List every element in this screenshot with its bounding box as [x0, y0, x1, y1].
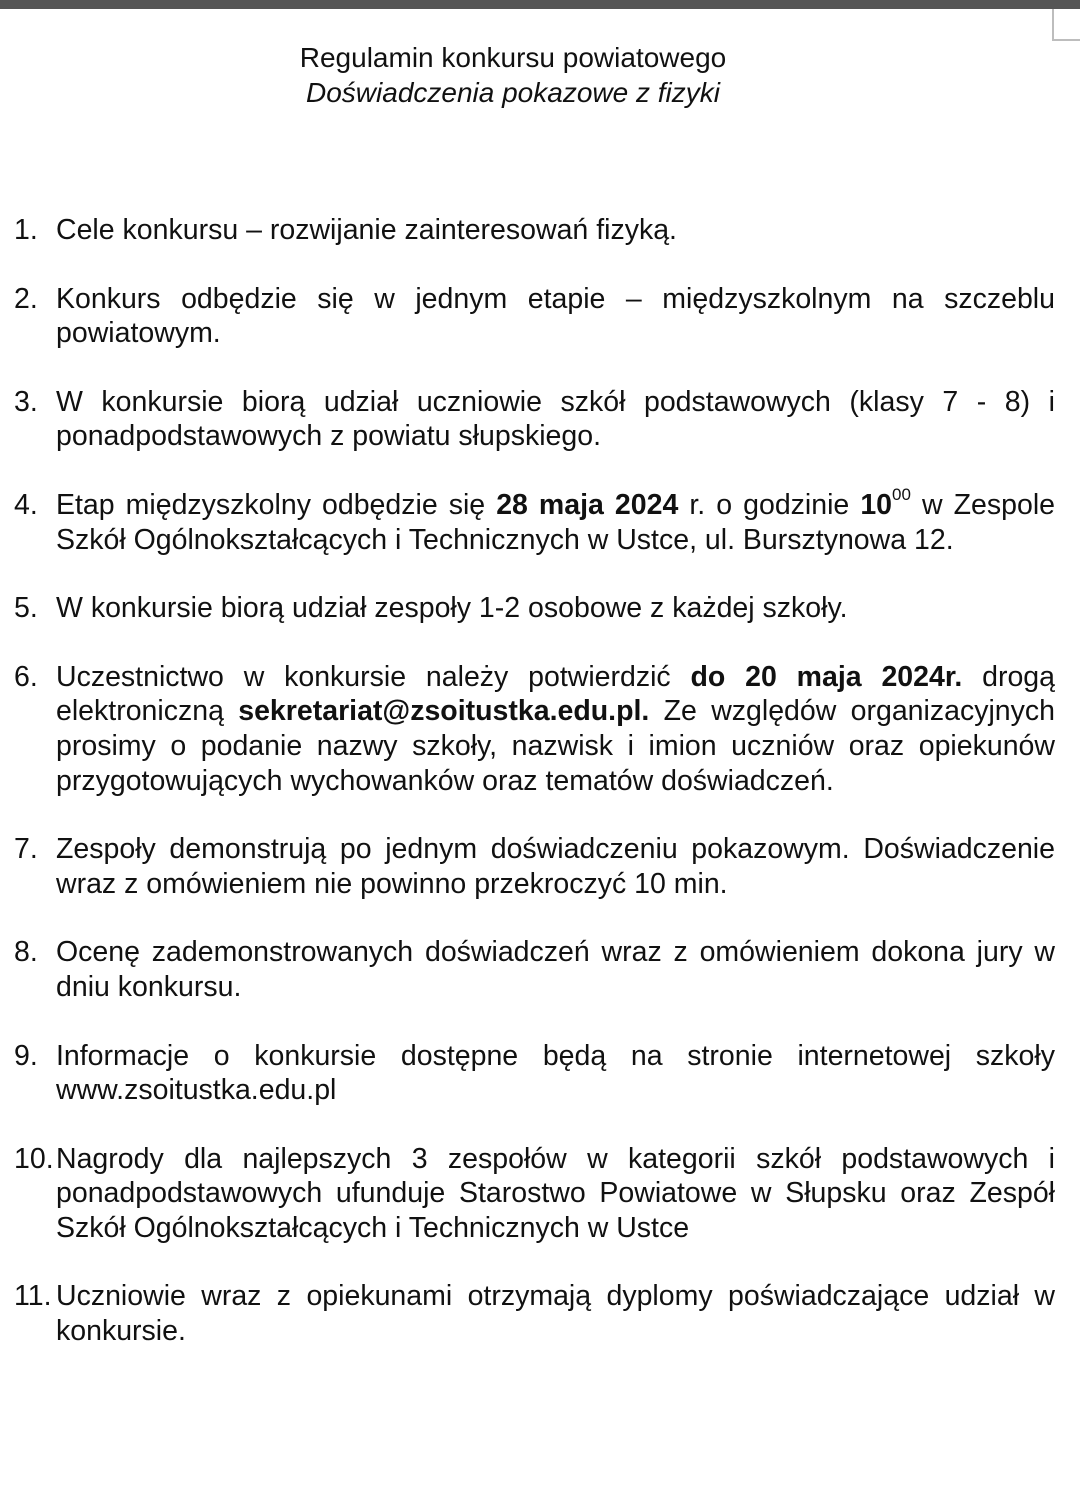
document-header	[0, 40, 1026, 110]
list-item-text: W konkursie biorą udział uczniowie szkół podstawowych (klasy 7 - 8) i ponadpodstawowych z powiatu słupskiego.	[56, 385, 1055, 453]
list-item	[14, 660, 1055, 798]
list-item	[14, 832, 1055, 901]
list-item	[14, 1142, 1055, 1246]
list-item	[14, 484, 1055, 557]
list-item	[14, 591, 1055, 626]
window-top-bar	[0, 0, 1080, 9]
event-minutes: 00	[892, 484, 911, 504]
list-item	[14, 1039, 1055, 1108]
list-item	[14, 1279, 1055, 1348]
list-item-text-mid: drogą elektroniczną	[56, 660, 1056, 728]
list-item-number: 6.	[14, 660, 38, 693]
document-subtitle: Doświadczenia pokazowe z fizyki	[306, 77, 720, 108]
list-item-text-post: Ze względów organizacyjnych prosimy o podanie nazwy szkoły, nazwisk i imion uczniów oraz opiekunów przygotowujących wychowanków oraz tematów doświadczeń.	[56, 695, 1055, 797]
list-item-number: 1.	[14, 214, 38, 246]
list-item	[14, 935, 1055, 1004]
list-item-number: 9.	[14, 1039, 38, 1072]
list-item-text: Informacje o konkursie dostępne będą na stronie internetowej szkoły www.zsoitustka.edu.pl	[56, 1039, 1055, 1107]
list-item-number: 7.	[14, 833, 38, 866]
list-item-number: 10.	[14, 1142, 54, 1175]
list-item-number: 11.	[14, 1280, 52, 1313]
contact-email: sekretariat@zsoitustka.edu.pl.	[238, 695, 650, 728]
list-item-text-pre: Etap międzyszkolny odbędzie się	[56, 488, 497, 521]
list-item-text: Ocenę zademonstrowanych doświadczeń wraz z omówieniem dokona jury w dniu konkursu.	[56, 936, 1055, 1003]
list-item-number: 4.	[14, 488, 38, 521]
list-item-number: 5.	[14, 592, 38, 625]
registration-deadline: do 20 maja 2024r.	[690, 660, 963, 693]
list-item	[14, 282, 1055, 351]
list-item	[14, 213, 1055, 248]
list-item-text: Konkurs odbędzie się w jednym etapie – międzyszkolnym na szczeblu powiatowym.	[56, 282, 1055, 350]
list-item-text: Cele konkursu – rozwijanie zainteresowań fizyką.	[56, 214, 677, 246]
list-item-text: W konkursie biorą udział zespoły 1-2 osobowe z każdej szkoły.	[56, 592, 848, 625]
list-item-text-post: w Zespole Szkół Ogólnokształcących i Technicznych w Ustce, ul. Bursztynowa 12.	[56, 488, 1055, 556]
list-item-text: Zespoły demonstrują po jednym doświadczeniu pokazowym. Doświadczenie wraz z omówieniem nie powinno przekroczyć 10 min.	[56, 833, 1055, 900]
event-date: 28 maja 2024	[496, 488, 679, 521]
document-title: Regulamin konkursu powiatowego	[299, 42, 727, 73]
list-item-text-pre: Uczestnictwo w konkursie należy potwierdzić	[56, 660, 691, 693]
event-hour: 10	[860, 488, 893, 521]
rules-list	[14, 213, 1055, 1349]
page-corner-fold	[1052, 9, 1080, 41]
list-item-text: Nagrody dla najlepszych 3 zespołów w kategorii szkół podstawowych i ponadpodstawowych ufunduje Starostwo Powiatowe w Słupsku oraz Zespół Szkół Ogólnokształcących i Technicznych w Ustce	[56, 1142, 1055, 1244]
list-item-text-mid: r. o godzinie	[678, 488, 861, 521]
list-item-number: 3.	[14, 385, 38, 418]
list-item-text: Uczniowie wraz z opiekunami otrzymają dyplomy poświadczające udział w konkursie.	[56, 1280, 1055, 1348]
list-item-number: 8.	[14, 936, 38, 969]
list-item	[14, 385, 1055, 454]
list-item-number: 2.	[14, 282, 38, 315]
